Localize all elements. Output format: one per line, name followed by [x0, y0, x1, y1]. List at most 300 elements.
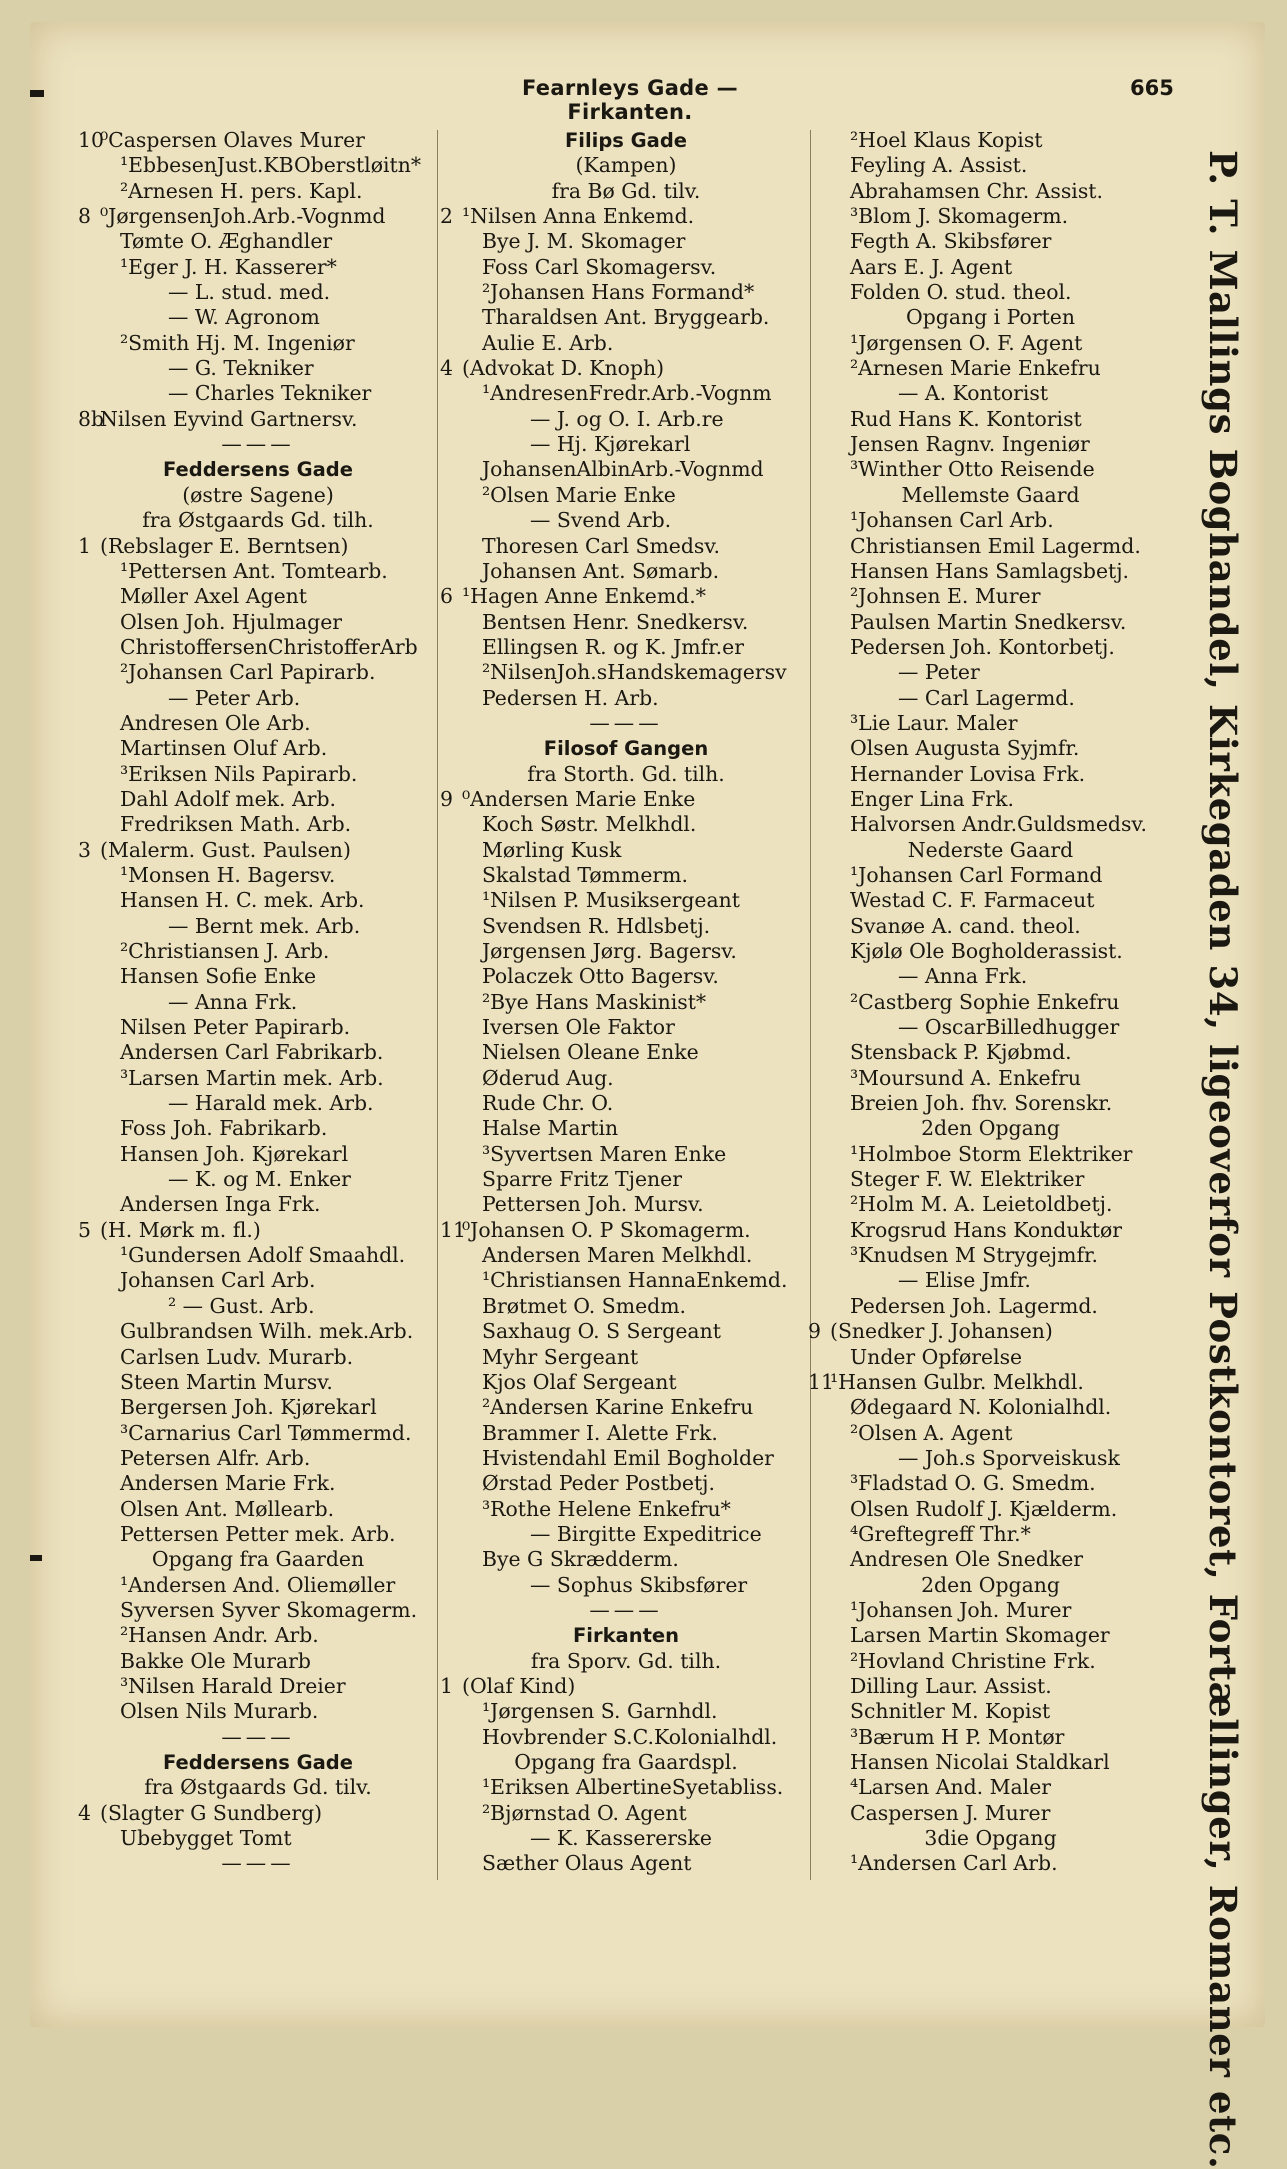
house-number: 2	[440, 204, 453, 229]
resident-entry	[808, 1294, 1173, 1319]
entry-text: Andersen Marie Frk.	[120, 1471, 336, 1496]
entry-text: Schnitler M. Kopist	[850, 1699, 1051, 1724]
entry-text: ³Larsen Martin mek. Arb.	[120, 1065, 384, 1090]
entry-text: Folden O. stud. theol.	[850, 280, 1072, 305]
entry-text: ⁴Larsen And. Maler	[850, 1775, 1052, 1800]
entry-text: Johansen Ant. Sømarb.	[482, 558, 720, 583]
entry-text: Ellingsen R. og K. Jmfr.er	[482, 634, 744, 659]
page-header	[0, 76, 1287, 124]
entry-text: ³Lie Laur. Maler	[850, 710, 1018, 735]
resident-entry	[440, 1826, 812, 1851]
entry-text: Andersen Inga Frk.	[120, 1192, 321, 1217]
entry-text: — W. Agronom	[168, 305, 320, 330]
house-number: 11	[808, 1369, 834, 1394]
entry-text: ¹Jørgensen O. F. Agent	[850, 330, 1083, 355]
resident-entry	[440, 1497, 812, 1522]
resident-entry	[808, 990, 1173, 1015]
resident-entry	[808, 1598, 1173, 1623]
entry-text: ³Rothe Helene Enkefru*	[482, 1496, 731, 1521]
entry-text: Andresen Ole Arb.	[120, 710, 311, 735]
resident-entry	[440, 534, 812, 559]
entry-text: Johansen Carl Arb.	[120, 1268, 316, 1293]
entry-text: Petersen Alfr. Arb.	[120, 1445, 311, 1470]
resident-entry	[78, 863, 438, 888]
resident-entry	[440, 381, 812, 406]
house-number: 1	[440, 1673, 453, 1698]
resident-entry	[78, 1345, 438, 1370]
street-heading: Feddersens Gade	[163, 458, 353, 482]
entry-text: — L. stud. med.	[168, 280, 331, 305]
resident-entry	[440, 1142, 812, 1167]
resident-entry	[440, 1218, 812, 1243]
street-heading: Firkanten	[572, 1624, 680, 1648]
house-number: 5	[78, 1217, 91, 1242]
resident-entry	[440, 1775, 812, 1800]
resident-entry	[440, 1725, 812, 1750]
advertisement-side-text: P. T. Mallings Boghandel, Kirkegaden 34, ligeoverfor Postkontoret, Fortællinger, Romaner etc.	[1201, 150, 1245, 2169]
resident-entry	[440, 1421, 812, 1446]
resident-entry	[808, 863, 1173, 888]
resident-entry	[440, 635, 812, 660]
entry-text: Enger Lina Frk.	[850, 786, 1014, 811]
section-subheading: (østre Sagene)	[182, 482, 334, 507]
resident-entry	[440, 863, 812, 888]
resident-entry	[440, 584, 812, 609]
entry-text: ¹Gundersen Adolf Smaahdl.	[120, 1243, 406, 1268]
resident-entry	[440, 356, 812, 381]
entry-text: ³Knudsen M Strygejmfr.	[850, 1243, 1098, 1268]
resident-entry	[440, 888, 812, 913]
entry-text: ²Bye Hans Maskinist*	[482, 989, 707, 1014]
column-middle	[440, 128, 812, 1877]
resident-entry	[808, 1522, 1173, 1547]
resident-entry	[78, 660, 438, 685]
resident-entry	[808, 1243, 1173, 1268]
entry-text: Christiansen Emil Lagermd.	[850, 533, 1141, 558]
resident-entry	[78, 280, 438, 305]
page-title: Fearnleys Gade — Firkanten.	[522, 76, 738, 124]
street-heading: Filips Gade	[564, 129, 688, 152]
resident-entry	[440, 1040, 812, 1065]
entry-text: — Svend Arb.	[530, 508, 672, 533]
entry-text: Møller Axel Agent	[120, 584, 307, 609]
resident-entry	[808, 635, 1173, 660]
section-subheading: fra Storth. Gd. tilh.	[527, 761, 725, 786]
entry-text: Saxhaug O. S Sergeant	[482, 1319, 721, 1344]
entry-text: Olsen Augusta Syjmfr.	[850, 736, 1080, 761]
resident-entry	[78, 1699, 438, 1724]
resident-entry	[440, 787, 812, 812]
section-subheading: Opgang fra Gaarden	[151, 1547, 365, 1572]
entry-text: Feyling A. Assist.	[850, 153, 1028, 178]
entry-text: — Peter	[898, 660, 980, 685]
entry-text: Bakke Ole Murarb	[120, 1648, 311, 1673]
entry-text: Olsen Nils Murarb.	[120, 1699, 319, 1724]
entry-text: Brøtmet O. Smedm.	[482, 1293, 687, 1318]
entry-text: JohansenAlbinArb.-Vognmd	[482, 457, 764, 482]
resident-entry	[440, 1446, 812, 1471]
resident-entry	[78, 686, 438, 711]
entry-text: Hansen Nicolai Staldkarl	[850, 1750, 1110, 1774]
entry-text: Nilsen Eyvind Gartnersv.	[100, 406, 358, 431]
resident-entry	[440, 204, 812, 229]
entry-text: ¹Nilsen P. Musiksergeant	[482, 888, 740, 913]
column-left	[78, 128, 438, 1877]
resident-entry	[440, 686, 812, 711]
entry-text: — K. og M. Enker	[168, 1167, 351, 1192]
entry-text: Koch Søstr. Melkhdl.	[482, 812, 697, 837]
entry-text: Brammer I. Alette Frk.	[482, 1420, 718, 1445]
resident-entry	[808, 1218, 1173, 1243]
resident-entry	[78, 1395, 438, 1420]
entry-text: (Slagter G Sundberg)	[100, 1800, 323, 1825]
resident-entry	[808, 1750, 1173, 1775]
entry-text: ¹Christiansen HannaEnkemd.	[482, 1268, 788, 1293]
resident-entry	[78, 1015, 438, 1040]
entry-text: ³Blom J. Skomagerm.	[850, 204, 1069, 229]
entry-text: Hvistendahl Emil Bogholder	[482, 1445, 774, 1470]
resident-entry	[78, 1446, 438, 1471]
resident-entry	[440, 1345, 812, 1370]
resident-entry	[78, 1091, 438, 1116]
resident-entry	[808, 736, 1173, 761]
resident-entry	[808, 914, 1173, 939]
resident-entry	[78, 635, 438, 660]
section-subheading: Opgang i Porten	[906, 305, 1075, 330]
resident-entry	[808, 1319, 1173, 1344]
resident-entry	[808, 1395, 1173, 1420]
resident-entry	[808, 964, 1173, 989]
resident-entry	[440, 1801, 812, 1826]
entry-text: Sparre Fritz Tjener	[482, 1167, 682, 1192]
resident-entry	[808, 1674, 1173, 1699]
entry-text: ¹Eriksen AlbertineSyetabliss.	[482, 1775, 784, 1800]
entry-text: Svanøe A. cand. theol.	[850, 913, 1081, 938]
entry-text: ²Johansen Hans Formand*	[482, 280, 755, 305]
resident-entry	[78, 1268, 438, 1293]
resident-entry	[440, 1066, 812, 1091]
resident-entry	[440, 255, 812, 280]
resident-entry	[808, 1725, 1173, 1750]
entry-text: ²Castberg Sophie Enkefru	[850, 989, 1120, 1014]
entry-text: ³Syvertsen Maren Enke	[482, 1141, 727, 1166]
resident-entry	[78, 1319, 438, 1344]
resident-entry	[440, 812, 812, 837]
entry-text: Pettersen Petter mek. Arb.	[120, 1521, 396, 1546]
entry-text: — Anna Frk.	[898, 964, 1028, 989]
entry-text: Bye G Skrædderm.	[482, 1547, 679, 1572]
resident-entry	[440, 483, 812, 508]
resident-entry	[440, 229, 812, 254]
entry-text: Under Opførelse	[850, 1344, 1023, 1369]
entry-text: — Birgitte Expeditrice	[530, 1521, 762, 1546]
entry-text: — A. Kontorist	[898, 381, 1049, 406]
entry-text: Hansen Hans Samlagsbetj.	[850, 558, 1130, 583]
resident-entry	[808, 1345, 1173, 1370]
entry-text: — Charles Tekniker	[168, 381, 372, 406]
entry-text: ⁰Johansen O. P Skomagerm.	[462, 1217, 751, 1242]
entry-text: Foss Carl Skomagersv.	[482, 254, 717, 279]
resident-entry	[808, 204, 1173, 229]
resident-entry	[808, 508, 1173, 533]
resident-entry	[440, 990, 812, 1015]
resident-entry	[440, 610, 812, 635]
resident-entry	[440, 1167, 812, 1192]
entry-text: Westad C. F. Farmaceut	[850, 888, 1095, 913]
entry-text: Kjølø Ole Bogholderassist.	[850, 939, 1123, 963]
entry-text: — J. og O. I. Arb.re	[530, 406, 724, 431]
house-number: 9	[440, 786, 453, 811]
entry-text: ²Arnesen Marie Enkefru	[850, 356, 1101, 381]
entry-text: Andersen Maren Melkhdl.	[482, 1243, 753, 1268]
entry-text: ¹Andersen Carl Arb.	[850, 1851, 1058, 1876]
resident-entry	[808, 1015, 1173, 1040]
resident-entry	[808, 939, 1173, 964]
entry-text: Larsen Martin Skomager	[850, 1623, 1110, 1648]
entry-text: ² — Gust. Arb.	[168, 1293, 315, 1318]
resident-entry	[78, 838, 438, 863]
resident-entry	[808, 559, 1173, 584]
house-number: 10	[78, 128, 104, 152]
entry-text: ⁰Andersen Marie Enke	[462, 786, 696, 811]
resident-entry	[808, 255, 1173, 280]
section-subheading: fra Sporv. Gd. tilh.	[530, 1648, 722, 1673]
resident-entry	[78, 762, 438, 787]
resident-entry	[78, 1294, 438, 1319]
entry-text: Thoresen Carl Smedsv.	[482, 533, 720, 558]
resident-entry	[808, 356, 1173, 381]
resident-entry	[808, 1471, 1173, 1496]
resident-entry	[440, 559, 812, 584]
entry-text: Pettersen Joh. Mursv.	[482, 1192, 704, 1217]
resident-entry	[808, 128, 1173, 153]
entry-text: Andresen Ole Snedker	[850, 1547, 1084, 1572]
entry-text: ¹Andersen And. Oliemøller	[120, 1572, 396, 1597]
entry-text: Dahl Adolf mek. Arb.	[120, 786, 336, 811]
resident-entry	[440, 1471, 812, 1496]
entry-text: Pedersen Joh. Kontorbetj.	[850, 634, 1115, 659]
entry-text: Ødegaard N. Kolonialhdl.	[850, 1395, 1112, 1420]
resident-entry	[78, 584, 438, 609]
resident-entry	[808, 1091, 1173, 1116]
entry-text: — Peter Arb.	[168, 685, 301, 710]
entry-text: Gulbrandsen Wilh. mek.Arb.	[120, 1319, 414, 1344]
entry-text: ³Carnarius Carl Tømmermd.	[120, 1420, 412, 1445]
resident-entry	[440, 1319, 812, 1344]
entry-text: ²Arnesen H. pers. Kapl.	[120, 178, 363, 203]
section-subheading: (Kampen)	[575, 153, 677, 178]
resident-entry	[78, 1167, 438, 1192]
resident-entry	[808, 457, 1173, 482]
resident-entry	[78, 1522, 438, 1547]
entry-text: ²NilsenJoh.sHandskemagersv	[482, 660, 787, 685]
resident-entry	[808, 1623, 1173, 1648]
entry-text: Øderud Aug.	[482, 1065, 614, 1090]
entry-text: ¹Jørgensen S. Garnhdl.	[482, 1699, 718, 1724]
street-heading: Feddersens Gade	[163, 1751, 353, 1774]
section-separator: ———	[589, 710, 663, 735]
resident-entry	[78, 1674, 438, 1699]
entry-text: — Hj. Kjørekarl	[530, 432, 691, 457]
entry-text: Iversen Ole Faktor	[482, 1015, 675, 1040]
resident-entry	[808, 280, 1173, 305]
entry-text: Olsen Joh. Hjulmager	[120, 609, 343, 634]
entry-text: Rud Hans K. Kontorist	[850, 406, 1082, 431]
entry-text: Olsen Ant. Møllearb.	[120, 1496, 335, 1521]
entry-text: Steen Martin Mursv.	[120, 1369, 333, 1394]
entry-text: Hansen Sofie Enke	[120, 964, 317, 989]
resident-entry	[440, 331, 812, 356]
entry-text: Caspersen J. Murer	[850, 1800, 1051, 1825]
entry-text: (Advokat D. Knoph)	[462, 356, 665, 381]
entry-text: — Carl Lagermd.	[898, 685, 1075, 710]
entry-text: (Rebslager E. Berntsen)	[100, 533, 349, 558]
section-subheading: 2den Opgang	[921, 1572, 1060, 1597]
edge-mark	[30, 1555, 42, 1561]
entry-text: ³Nilsen Harald Dreier	[120, 1673, 346, 1698]
entry-text: Andersen Carl Fabrikarb.	[120, 1040, 384, 1065]
resident-entry	[78, 255, 438, 280]
resident-entry	[808, 787, 1173, 812]
entry-text: Hansen H. C. mek. Arb.	[120, 888, 365, 913]
resident-entry	[440, 305, 812, 330]
entry-text: — G. Tekniker	[168, 356, 314, 381]
entry-text: Steger F. W. Elektriker	[850, 1167, 1085, 1192]
resident-entry	[808, 1142, 1173, 1167]
resident-entry	[440, 660, 812, 685]
entry-text: Kjos Olaf Sergeant	[482, 1369, 677, 1394]
section-subheading: Opgang fra Gaardspl.	[514, 1750, 738, 1774]
entry-text: Hernander Lovisa Frk.	[850, 761, 1086, 786]
resident-entry	[440, 1268, 812, 1293]
entry-text: Krogsrud Hans Konduktør	[850, 1217, 1123, 1242]
resident-entry	[78, 736, 438, 761]
section-separator: ———	[221, 432, 295, 457]
resident-entry	[440, 280, 812, 305]
entry-text: Hovbrender S.C.Kolonialhdl.	[482, 1724, 778, 1749]
entry-text: Carlsen Ludv. Murarb.	[120, 1344, 354, 1369]
resident-entry	[440, 432, 812, 457]
resident-entry	[78, 204, 438, 229]
resident-entry	[78, 407, 438, 432]
resident-entry	[78, 381, 438, 406]
house-number: 11	[440, 1217, 466, 1242]
resident-entry	[78, 1471, 438, 1496]
resident-entry	[78, 128, 438, 153]
resident-entry	[808, 534, 1173, 559]
entry-text: ChristoffersenChristofferArb	[120, 634, 418, 659]
entry-text: (H. Mørk m. fl.)	[100, 1217, 261, 1242]
entry-text: ¹EbbesenJust.KBOberstløitn*	[120, 153, 422, 178]
entry-text: ⁰JørgensenJoh.Arb.-Vognmd	[100, 204, 386, 229]
house-number: 1	[78, 533, 91, 558]
entry-text: ³Eriksen Nils Papirarb.	[120, 761, 358, 786]
resident-entry	[808, 584, 1173, 609]
resident-entry	[440, 838, 812, 863]
resident-entry	[78, 1066, 438, 1091]
entry-text: ¹Holmboe Storm Elektriker	[850, 1141, 1133, 1166]
entry-text: ¹AndresenFredr.Arb.-Vognm	[482, 381, 772, 406]
entry-text: Tømte O. Æghandler	[120, 229, 333, 254]
entry-text: Fegth A. Skibsfører	[850, 229, 1052, 254]
resident-entry	[808, 762, 1173, 787]
resident-entry	[440, 407, 812, 432]
section-subheading: fra Østgaards Gd. tilh.	[142, 508, 374, 533]
entry-text: ¹Johansen Joh. Murer	[850, 1597, 1072, 1622]
entry-text: Bentsen Henr. Snedkersv.	[482, 609, 749, 634]
resident-entry	[808, 1851, 1173, 1876]
entry-text: — Anna Frk.	[168, 989, 298, 1014]
resident-entry	[440, 1573, 812, 1598]
entry-text: ²Olsen A. Agent	[850, 1420, 1013, 1445]
resident-entry	[78, 1040, 438, 1065]
house-number: 4	[440, 356, 453, 381]
entry-text: ²Johansen Carl Papirarb.	[120, 660, 376, 685]
entry-text: ²Andersen Karine Enkefru	[482, 1395, 754, 1420]
entry-text: ¹Monsen H. Bagersv.	[120, 862, 336, 887]
entry-text: Mørling Kusk	[482, 837, 622, 862]
resident-entry	[78, 356, 438, 381]
entry-text: Myhr Sergeant	[482, 1344, 639, 1369]
house-number: 3	[78, 837, 91, 862]
entry-text: ¹Johansen Carl Arb.	[850, 508, 1054, 533]
resident-entry	[440, 1243, 812, 1268]
entry-text: Martinsen Oluf Arb.	[120, 736, 328, 761]
entry-text: Breien Joh. fhv. Sorenskr.	[850, 1091, 1113, 1116]
resident-entry	[808, 1268, 1173, 1293]
entry-text: — Bernt mek. Arb.	[168, 913, 361, 938]
resident-entry	[808, 331, 1173, 356]
entry-text: — Sophus Skibsfører	[530, 1572, 748, 1597]
entry-text: Nielsen Oleane Enke	[482, 1040, 699, 1065]
entry-text: Syversen Syver Skomagerm.	[120, 1597, 418, 1622]
resident-entry	[440, 1851, 812, 1876]
resident-entry	[808, 1421, 1173, 1446]
entry-text: — OscarBilledhugger	[898, 1015, 1120, 1040]
column-right	[808, 128, 1173, 1877]
resident-entry	[78, 1649, 438, 1674]
entry-text: Jensen Ragnv. Ingeniør	[850, 432, 1090, 457]
resident-entry	[808, 1192, 1173, 1217]
entry-text: Dilling Laur. Assist.	[850, 1673, 1052, 1698]
entry-text: Ørstad Peder Postbetj.	[482, 1471, 715, 1496]
section-subheading: fra Østgaards Gd. tilv.	[144, 1775, 372, 1800]
resident-entry	[808, 610, 1173, 635]
entry-text: ²Hansen Andr. Arb.	[120, 1623, 319, 1648]
resident-entry	[78, 559, 438, 584]
resident-entry	[78, 914, 438, 939]
entry-text: ¹Eger J. H. Kasserer*	[120, 254, 337, 279]
resident-entry	[78, 1192, 438, 1217]
resident-entry	[78, 787, 438, 812]
resident-entry	[440, 1370, 812, 1395]
resident-entry	[808, 711, 1173, 736]
page-number: 665	[1130, 76, 1174, 100]
entry-text: ³Bærum H P. Montør	[850, 1724, 1065, 1749]
entry-text: ³Winther Otto Reisende	[850, 457, 1095, 482]
entry-text: ²Olsen Marie Enke	[482, 482, 676, 507]
resident-entry	[78, 229, 438, 254]
section-subheading: Nederste Gaard	[907, 837, 1074, 862]
resident-entry	[78, 711, 438, 736]
resident-entry	[78, 888, 438, 913]
resident-entry	[440, 914, 812, 939]
entry-text: Halse Martin	[482, 1116, 619, 1141]
entry-text: (Olaf Kind)	[462, 1673, 576, 1698]
resident-entry	[78, 1598, 438, 1623]
resident-entry	[808, 179, 1173, 204]
entry-text: — Elise Jmfr.	[898, 1268, 1031, 1293]
